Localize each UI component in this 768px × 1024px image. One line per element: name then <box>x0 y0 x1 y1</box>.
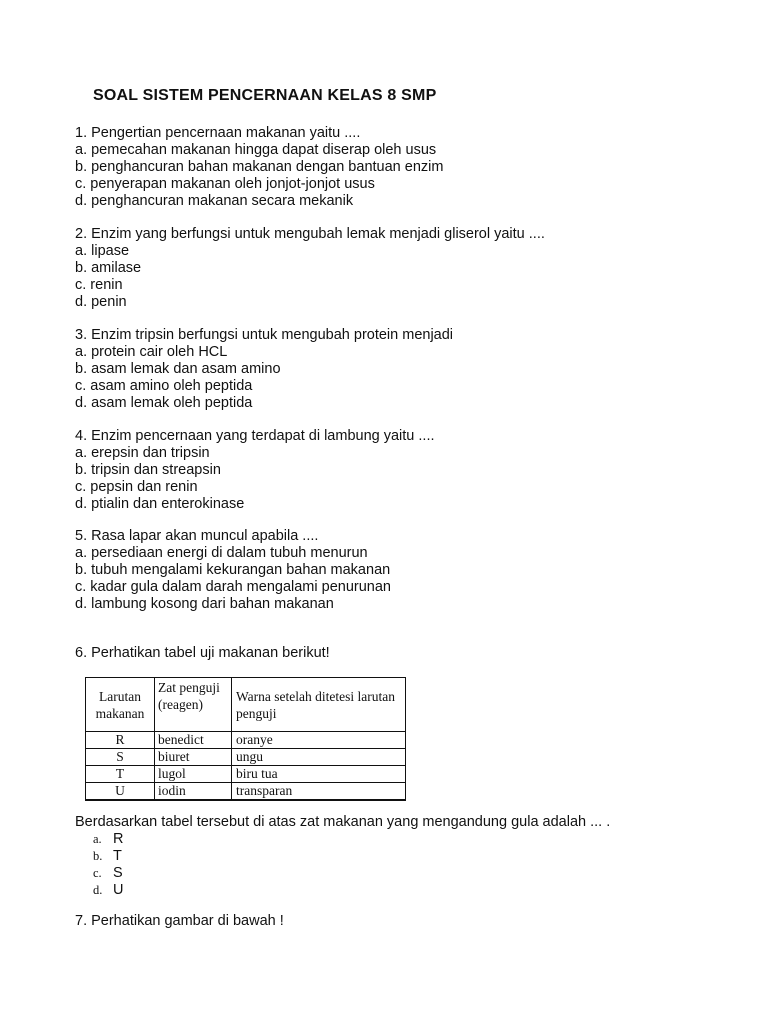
question-2 <box>75 226 545 311</box>
option-b: b. asam lemak dan asam amino <box>75 361 281 377</box>
option-b: b. amilase <box>75 260 142 276</box>
page-title: SOAL SISTEM PENCERNAAN KELAS 8 SMP <box>93 87 437 104</box>
question-6-stem: 6. Perhatikan tabel uji makanan berikut! <box>75 645 330 661</box>
table-header-cell: Larutan makanan <box>86 678 155 732</box>
table-header-cell: Warna setelah ditetesi larutan penguji <box>232 678 406 732</box>
option-b <box>93 848 123 865</box>
table-header-cell: Zat penguji (reagen) <box>155 678 232 732</box>
option-d: d. penin <box>75 294 127 310</box>
option-d: d. asam lemak oleh peptida <box>75 395 253 411</box>
question-4 <box>75 428 435 513</box>
option-letter: d. <box>93 883 103 897</box>
table-cell: transparan <box>232 783 406 801</box>
option-c: c. renin <box>75 277 123 293</box>
question-3 <box>75 327 453 412</box>
table-header-row <box>86 678 406 732</box>
option-a: a. protein cair oleh HCL <box>75 344 228 360</box>
question-stem: 3. Enzim tripsin berfungsi untuk mengubah protein menjadi <box>75 327 454 343</box>
table-row <box>86 766 406 783</box>
table-cell: S <box>86 749 155 766</box>
option-text: S <box>113 865 123 881</box>
option-b: b. tripsin dan streapsin <box>75 462 221 478</box>
option-letter: c. <box>93 866 102 880</box>
option-c: c. pepsin dan renin <box>75 479 198 495</box>
option-a: a. persediaan energi di dalam tubuh menurun <box>75 545 368 561</box>
option-text: T <box>113 848 122 864</box>
table-cell: lugol <box>155 766 232 783</box>
table-row <box>86 749 406 766</box>
table-cell: biuret <box>155 749 232 766</box>
table-cell: R <box>86 732 155 749</box>
food-test-table <box>85 677 406 801</box>
option-a: a. lipase <box>75 243 130 259</box>
table-cell: ungu <box>232 749 406 766</box>
question-stem: 5. Rasa lapar akan muncul apabila .... <box>75 528 319 544</box>
table-cell: oranye <box>232 732 406 749</box>
question-5 <box>75 528 391 613</box>
option-d: d. penghancuran makanan secara mekanik <box>75 193 354 209</box>
table-cell: iodin <box>155 783 232 801</box>
option-c: c. asam amino oleh peptida <box>75 378 253 394</box>
option-text: U <box>113 882 124 898</box>
option-b: b. tubuh mengalami kekurangan bahan makanan <box>75 562 391 578</box>
option-text: R <box>113 831 124 847</box>
option-c <box>93 865 123 882</box>
option-a: a. pemecahan makanan hingga dapat diserap oleh usus <box>75 142 437 158</box>
question-stem: 1. Pengertian pencernaan makanan yaitu .... <box>75 125 361 141</box>
question-6-text: Berdasarkan tabel tersebut di atas zat makanan yang mengandung gula adalah ... . <box>75 814 611 830</box>
table-cell: biru tua <box>232 766 406 783</box>
table-row <box>86 783 406 801</box>
option-c: c. kadar gula dalam darah mengalami penurunan <box>75 579 391 595</box>
option-d <box>93 882 123 899</box>
table-cell: T <box>86 766 155 783</box>
option-letter: b. <box>93 849 103 863</box>
question-stem: 2. Enzim yang berfungsi untuk mengubah lemak menjadi gliserol yaitu .... <box>75 226 545 242</box>
question-stem: 4. Enzim pencernaan yang terdapat di lambung yaitu .... <box>75 428 435 444</box>
option-d: d. lambung kosong dari bahan makanan <box>75 596 334 612</box>
option-b: b. penghancuran bahan makanan dengan bantuan enzim <box>75 159 444 175</box>
table-row <box>86 732 406 749</box>
option-d: d. ptialin dan enterokinase <box>75 496 245 512</box>
option-a: a. erepsin dan tripsin <box>75 445 210 461</box>
option-c: c. penyerapan makanan oleh jonjot-jonjot usus <box>75 176 375 192</box>
table-cell: benedict <box>155 732 232 749</box>
question-6-options <box>93 831 123 899</box>
option-a <box>93 831 123 848</box>
table-cell: U <box>86 783 155 801</box>
question-1 <box>75 125 443 210</box>
option-letter: a. <box>93 832 102 846</box>
question-7-stem: 7. Perhatikan gambar di bawah ! <box>75 913 284 929</box>
